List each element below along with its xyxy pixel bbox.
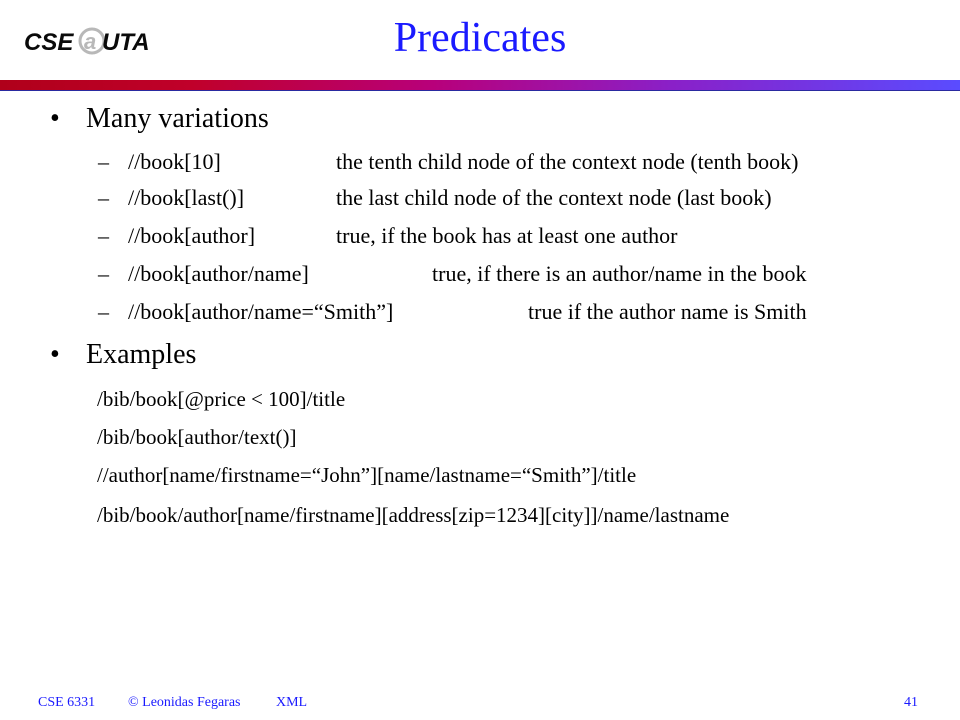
xpath-description: the last child node of the context node (last book) — [336, 185, 772, 210]
xpath-description: true, if the book has at least one author — [336, 223, 678, 248]
xpath-expression: //book[author/name] — [128, 261, 309, 286]
dash-marker: – — [98, 299, 109, 324]
svg-text:a: a — [84, 29, 97, 54]
footer-author: © Leonidas Fegaras — [128, 695, 241, 710]
bullet-many-variations — [50, 102, 269, 136]
title-divider — [0, 78, 960, 91]
bullet-heading: Examples — [86, 339, 197, 370]
bullet-dot: • — [50, 103, 60, 134]
example-line: /bib/book[author/text()] — [97, 425, 297, 449]
example-line: /bib/book/author[name/firstname][address[zip=1234][city]]/name/lastname — [97, 503, 730, 527]
slide-title: Predicates — [393, 15, 567, 61]
bullet-heading: Many variations — [86, 103, 269, 134]
dash-marker: – — [98, 185, 109, 210]
svg-text:CSE: CSE — [24, 29, 74, 56]
xpath-expression: //book[last()] — [128, 185, 245, 210]
xpath-expression: //book[author] — [128, 223, 256, 248]
svg-text:UTA: UTA — [102, 29, 150, 56]
dash-marker: – — [98, 149, 109, 174]
xpath-expression: //book[author/name=“Smith”] — [128, 299, 394, 324]
example-line: //author[name/firstname=“John”][name/lastname=“Smith”]/title — [97, 463, 637, 487]
footer-topic: XML — [276, 695, 308, 710]
bullet-examples — [50, 338, 196, 372]
xpath-description: true if the author name is Smith — [528, 299, 807, 324]
footer-course: CSE 6331 — [38, 695, 96, 710]
dash-marker: – — [98, 223, 109, 248]
xpath-description: the tenth child node of the context node (tenth book) — [336, 149, 799, 174]
example-line: /bib/book[@price < 100]/title — [97, 387, 346, 411]
xpath-description: true, if there is an author/name in the book — [432, 261, 807, 286]
bullet-dot: • — [50, 339, 60, 370]
xpath-expression: //book[10] — [128, 149, 221, 174]
dash-marker: – — [98, 261, 109, 286]
footer-page-number: 41 — [904, 695, 918, 710]
